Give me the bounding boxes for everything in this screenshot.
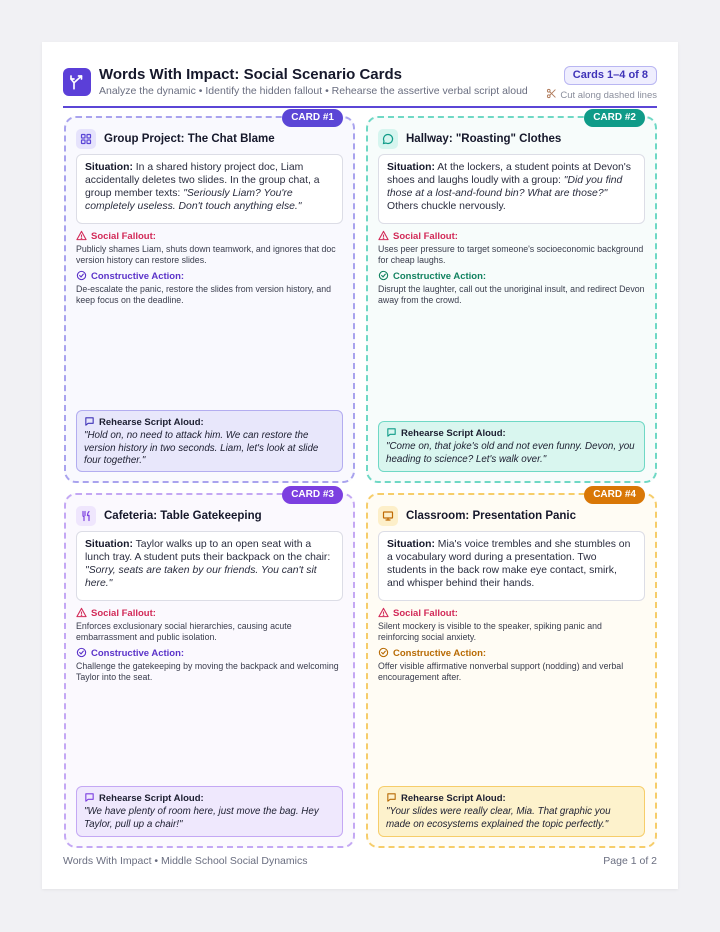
fallout-label: Social Fallout: xyxy=(393,608,458,619)
card-header xyxy=(76,128,343,150)
warning-icon xyxy=(76,230,87,244)
message-icon xyxy=(386,427,397,441)
script-text: "We have plenty of room here, just move the bag. Hey Taylor, pull up a chair!" xyxy=(84,806,319,830)
fallout-label: Social Fallout: xyxy=(393,231,458,242)
action-label: Constructive Action: xyxy=(393,648,487,659)
action-label: Constructive Action: xyxy=(91,271,185,282)
situation-text: At the lockers, a student points at Devon's shoes and laughs loudly with a group: xyxy=(387,162,631,186)
page-title: Words With Impact: Social Scenario Cards xyxy=(99,66,402,83)
card-header xyxy=(378,505,645,527)
worksheet-page xyxy=(42,42,678,889)
rehearse-script-box xyxy=(378,421,645,472)
card-number-badge: CARD #1 xyxy=(282,109,343,127)
action-text: Offer visible affirmative nonverbal support (nodding) and verbal encouragement after. xyxy=(378,661,624,682)
check-circle-icon xyxy=(378,647,389,661)
check-circle-icon xyxy=(76,647,87,661)
check-circle-icon xyxy=(378,270,389,284)
fallout-label: Social Fallout: xyxy=(91,608,156,619)
situation-label: Situation: xyxy=(85,162,133,173)
page-subtitle: Analyze the dynamic • Identify the hidden fallout • Rehearse the assertive verbal script aloud xyxy=(99,85,528,97)
card-title: Hallway: "Roasting" Clothes xyxy=(406,133,562,145)
situation-label: Situation: xyxy=(85,539,133,550)
page-header xyxy=(63,64,657,108)
branch-arrows-icon xyxy=(63,68,91,96)
utensils-icon xyxy=(76,506,96,526)
script-text: "Come on, that joke's old and not even funny. Devon, you heading to science? Let's walk over." xyxy=(386,441,635,465)
script-label: Rehearse Script Aloud: xyxy=(99,793,204,804)
action-text: Challenge the gatekeeping by moving the backpack and welcoming Taylor into the seat. xyxy=(76,661,339,682)
check-circle-icon xyxy=(76,270,87,284)
card-number-badge: CARD #4 xyxy=(584,486,645,504)
cut-note-text: Cut along dashed lines xyxy=(560,89,657,101)
constructive-action-section xyxy=(76,647,343,683)
card-number-badge: CARD #3 xyxy=(282,486,343,504)
grid-icon xyxy=(76,129,96,149)
constructive-action-section xyxy=(378,647,645,683)
situation-quote: "Seriously Liam? You're completely useless. Don't touch anything else." xyxy=(85,188,302,212)
constructive-action-section xyxy=(76,270,343,306)
message-icon xyxy=(84,416,95,430)
situation-label: Situation: xyxy=(387,539,435,550)
action-label: Constructive Action: xyxy=(91,648,185,659)
social-fallout-section xyxy=(378,607,645,643)
script-text: "Your slides were really clear, Mia. That graphic you made on ecosystems explained the topic perfectly." xyxy=(386,806,611,830)
action-text: De-escalate the panic, restore the slides from version history, and keep focus on the deadline. xyxy=(76,284,332,305)
scenario-card-4 xyxy=(366,489,657,848)
situation-quote: "Sorry, seats are taken by our friends. You can't sit here." xyxy=(85,565,317,589)
action-text: Disrupt the laughter, call out the unoriginal insult, and redirect Devon away from the crowd. xyxy=(378,284,645,305)
rehearse-script-box xyxy=(378,786,645,837)
action-label: Constructive Action: xyxy=(393,271,487,282)
presentation-icon xyxy=(378,506,398,526)
rehearse-script-box xyxy=(76,786,343,837)
warning-icon xyxy=(378,230,389,244)
rehearse-script-box xyxy=(76,410,343,472)
social-fallout-section xyxy=(76,230,343,266)
situation-box xyxy=(76,531,343,601)
message-icon xyxy=(84,792,95,806)
situation-label: Situation: xyxy=(387,162,435,173)
situation-text: Taylor walks up to an open seat with a lunch tray. A student puts their backpack on the chair: xyxy=(85,539,331,563)
card-title: Group Project: The Chat Blame xyxy=(104,133,275,145)
scenario-card-3 xyxy=(64,489,355,848)
fallout-label: Social Fallout: xyxy=(91,231,156,242)
script-label: Rehearse Script Aloud: xyxy=(401,428,506,439)
situation-box xyxy=(76,154,343,224)
constructive-action-section xyxy=(378,270,645,306)
scenario-card-1 xyxy=(64,112,355,483)
situation-text: In a shared history project doc, Liam accidentally deletes two slides. In the group chat, a group member texts: xyxy=(85,162,320,199)
fallout-text: Uses peer pressure to target someone's socioeconomic background for cheap laughs. xyxy=(378,244,644,265)
footer-title: Words With Impact • Middle School Social Dynamics xyxy=(63,855,308,867)
situation-box xyxy=(378,531,645,601)
warning-icon xyxy=(378,607,389,621)
scenario-card-2 xyxy=(366,112,657,483)
situation-text: Mia's voice trembles and she stumbles on a vocabulary word during a presentation. Two students in the back row make eye contact, smirk, and whisper behind their hands. xyxy=(387,539,631,589)
fallout-text: Enforces exclusionary social hierarchies, causing acute embarrassment and public isolation. xyxy=(76,621,292,642)
script-label: Rehearse Script Aloud: xyxy=(99,417,204,428)
script-text: "Hold on, no need to attack him. We can restore the version history in two seconds. Liam, let's look at slide four together." xyxy=(84,430,319,466)
situation-after: Others chuckle nervously. xyxy=(387,201,506,212)
script-label: Rehearse Script Aloud: xyxy=(401,793,506,804)
message-icon xyxy=(386,792,397,806)
card-title: Classroom: Presentation Panic xyxy=(406,510,576,522)
warning-icon xyxy=(76,607,87,621)
social-fallout-section xyxy=(76,607,343,643)
social-fallout-section xyxy=(378,230,645,266)
speech-bubble-icon xyxy=(378,129,398,149)
fallout-text: Publicly shames Liam, shuts down teamwork, and ignores that doc version history can restore slides. xyxy=(76,244,336,265)
card-number-badge: CARD #2 xyxy=(584,109,645,127)
scissors-icon xyxy=(546,88,557,102)
fallout-text: Silent mockery is visible to the speaker, spiking panic and reinforcing social anxiety. xyxy=(378,621,602,642)
cards-count-badge: Cards 1–4 of 8 xyxy=(564,66,657,85)
page-number: Page 1 of 2 xyxy=(603,855,657,867)
situation-box xyxy=(378,154,645,224)
card-header xyxy=(378,128,645,150)
situation-quote: "Did you find those at a lost-and-found bin? What are those?" xyxy=(387,175,623,199)
card-header xyxy=(76,505,343,527)
card-title: Cafeteria: Table Gatekeeping xyxy=(104,510,262,522)
cut-note xyxy=(546,88,657,102)
